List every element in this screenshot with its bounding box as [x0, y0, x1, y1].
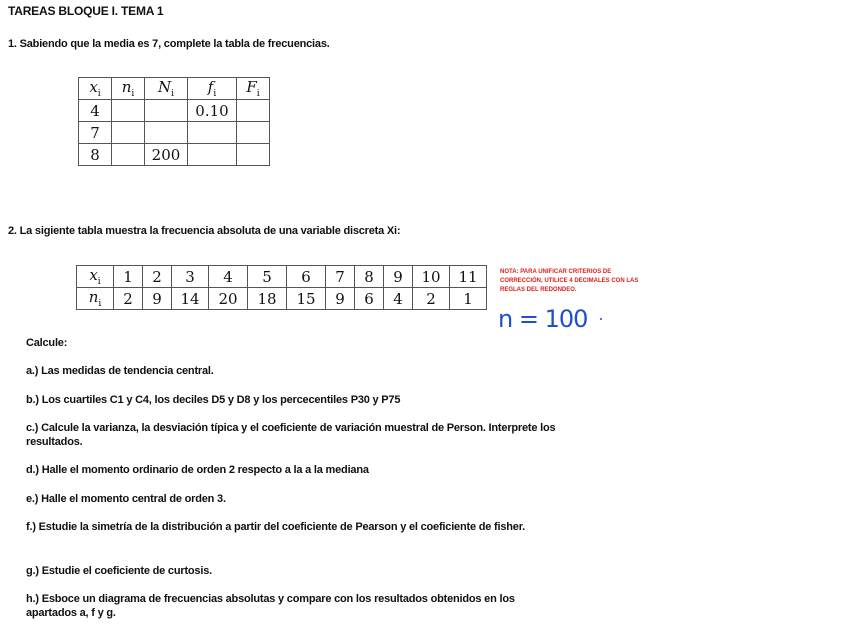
cell: 200 — [145, 144, 188, 166]
table-row — [79, 144, 270, 166]
n-value-cell: 18 — [248, 288, 287, 310]
n-value-cell: 1 — [450, 288, 487, 310]
header-ni: $n_i$ — [77, 288, 114, 310]
table-row — [79, 122, 270, 144]
table-row-x — [77, 266, 487, 288]
x-value-cell: 9 — [384, 266, 413, 288]
cell: 8 — [79, 144, 112, 166]
n-value-cell: 15 — [287, 288, 326, 310]
table-row-n — [77, 288, 487, 310]
header-xi: $x_i$ — [77, 266, 114, 288]
item-d: d.) Halle el momento ordinario de orden 2 respecto a la a la mediana — [26, 464, 369, 476]
n-value-cell: 6 — [355, 288, 384, 310]
cell: 4 — [79, 100, 112, 122]
header-xi: $x_i$ — [79, 78, 112, 100]
x-value-cell: 11 — [450, 266, 487, 288]
cell — [237, 122, 270, 144]
cell — [188, 144, 237, 166]
item-g: g.) Estudie el coeficiente de curtosis. — [26, 565, 212, 577]
cell — [145, 100, 188, 122]
header-fi: $f_i$ — [188, 78, 237, 100]
table-header-row — [79, 78, 270, 100]
x-value-cell: 5 — [248, 266, 287, 288]
n-value-cell: 20 — [209, 288, 248, 310]
cell — [112, 100, 145, 122]
question-2-text: 2. La sigiente tabla muestra la frecuencia absoluta de una variable discreta Xi: — [8, 225, 401, 237]
cell: 7 — [79, 122, 112, 144]
n-value-cell: 9 — [326, 288, 355, 310]
cell — [237, 100, 270, 122]
rounding-note: NOTA: PARA UNIFICAR CRITERIOS DE CORRECCIÓN, UTILICE 4 DECIMALES CON LAS REGLAS DEL REDONDEO. — [500, 269, 639, 293]
x-value-cell: 7 — [326, 266, 355, 288]
n-value-cell: 14 — [172, 288, 209, 310]
cell — [188, 122, 237, 144]
cell: 0.10 — [188, 100, 237, 122]
n-value-cell: 9 — [143, 288, 172, 310]
x-value-cell: 8 — [355, 266, 384, 288]
handwritten-annotation: n = 100 — [498, 305, 588, 333]
header-Ni: $N_i$ — [145, 78, 188, 100]
frequency-table-1 — [78, 77, 270, 166]
header-Fi: $F_i$ — [237, 78, 270, 100]
question-1-text: 1. Sabiendo que la media es 7, complete la tabla de frecuencias. — [8, 38, 330, 50]
cell — [237, 144, 270, 166]
x-value-cell: 3 — [172, 266, 209, 288]
x-value-cell: 10 — [413, 266, 450, 288]
item-f: f.) Estudie la simetría de la distribución a partir del coeficiente de Pearson y el coeficiente de fisher. — [26, 521, 526, 533]
item-b: b.) Los cuartiles C1 y C4, los deciles D5 y D8 y los percecentiles P30 y P75 — [26, 394, 401, 406]
item-c: c.) Calcule la varianza, la desviación típica y el coeficiente de variación muestral de Person. Interprete los resultados. — [26, 422, 556, 448]
n-value-cell: 2 — [413, 288, 450, 310]
x-value-cell: 6 — [287, 266, 326, 288]
n-value-cell: 2 — [114, 288, 143, 310]
table-row — [79, 100, 270, 122]
page-title: TAREAS BLOQUE I. TEMA 1 — [8, 4, 164, 18]
frequency-table-2 — [76, 265, 487, 310]
cell — [145, 122, 188, 144]
x-value-cell: 1 — [114, 266, 143, 288]
n-value-cell: 4 — [384, 288, 413, 310]
item-h: h.) Esboce un diagrama de frecuencias absolutas y compare con los resultados obtenidos en los apartados a, f y g. — [26, 593, 515, 619]
ink-dot — [600, 318, 602, 320]
header-ni: $n_i$ — [112, 78, 145, 100]
x-value-cell: 2 — [143, 266, 172, 288]
item-e: e.) Halle el momento central de orden 3. — [26, 493, 226, 505]
item-a: a.) Las medidas de tendencia central. — [26, 365, 214, 377]
x-value-cell: 4 — [209, 266, 248, 288]
cell — [112, 122, 145, 144]
cell — [112, 144, 145, 166]
calcule-label: Calcule: — [26, 337, 68, 349]
